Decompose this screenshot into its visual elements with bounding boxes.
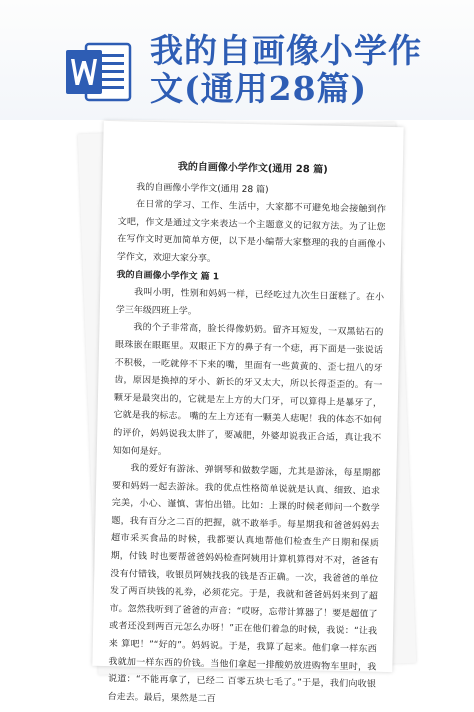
- page-subtitle: 我的自画像小学作文(通用 28 篇): [136, 182, 269, 195]
- header-banner: [0, 0, 474, 120]
- body-paragraph: 我的爱好有游泳、弹钢琴和做数学题，尤其是游泳，每星期都要和妈妈一起去游泳。我的优点性格简单说就是认真、细致、追求完美，小心、谨慎、害怕出错。比如：上课的时候老师问一个数学题，我有百分之二百的把握，就不敢举手。每星期我和爸爸妈妈去超市采买食品的时候，我都要认真地帮他们检查生产日期和保质期，付钱 时也要帮爸爸妈妈检查阿姨用计算机算得对不对，爸爸有没有付错钱，收银员阿姨找我的钱是否正确。一次，我爸爸的单位发了两百块钱的礼券，必须花完。于是，我就和爸爸妈妈来到了超市。忽然我听到了爸爸的声音：“哎呀，忘带计算器了！要是超值了或者还没到两百元怎么办呀！”正在他们着急的时候，我说：“让我来 算吧！”“好的”。妈妈说。于是，我算了起来。他们拿一样东西我就加一样东西的价钱。当他们拿起一排酸奶放进购物车里时，我说道：“不能再拿了，已经二 百零五块七毛了。”于是，我们向收银台走去。最后，果然是二百: [107, 463, 381, 705]
- title-line-2: 文(通用28篇): [150, 69, 368, 108]
- page-content: [107, 157, 386, 712]
- body-paragraph: 我的个子非常高，脸长得像奶奶。留齐耳短发，一双黑钻石的眼珠嵌在眼眶里。双眼正下方的鼻子有一个痣，再下面是一张说话不积极，一吃就停不下来的嘴，里面有一些黄黄的、歪七扭八的牙齿，原因是换掉的牙小、新长的牙又太大，所以长得歪歪的。有一颗牙是最突出的，它就是左上方的大门牙，可以算得上是暴牙了，它就是我的标志。 嘴的左上方还有一颗美人痣呢！我的体态不如何的评价，妈妈说我太胖了，要减肥，外婆却说我正合适，真让我不知如何是好。: [112, 322, 384, 457]
- word-document-icon: [64, 40, 134, 104]
- document-page: [92, 121, 403, 705]
- section-heading: 我的自画像小学作文 篇 1: [116, 269, 220, 282]
- intro-paragraph: 在日常的学习、工作、生活中，大家都不可避免地会接触到作文吧，作文是通过文字来表达一个主题意义的记叙方法。为了让您在写作文时更加简单方便，以下是小编帮大家整理的我的自画像小学作文，欢迎大家分享。: [116, 199, 387, 265]
- body-paragraph: 我叫小明，性别和妈妈一样，已经吃过九次生日蛋糕了。在小学三年级四班上学。: [115, 287, 385, 317]
- document-title-banner: [150, 32, 460, 108]
- title-line-1: 我的自画像小学作: [150, 31, 422, 70]
- page-title: 我的自画像小学作文(通用 28 篇): [177, 161, 328, 176]
